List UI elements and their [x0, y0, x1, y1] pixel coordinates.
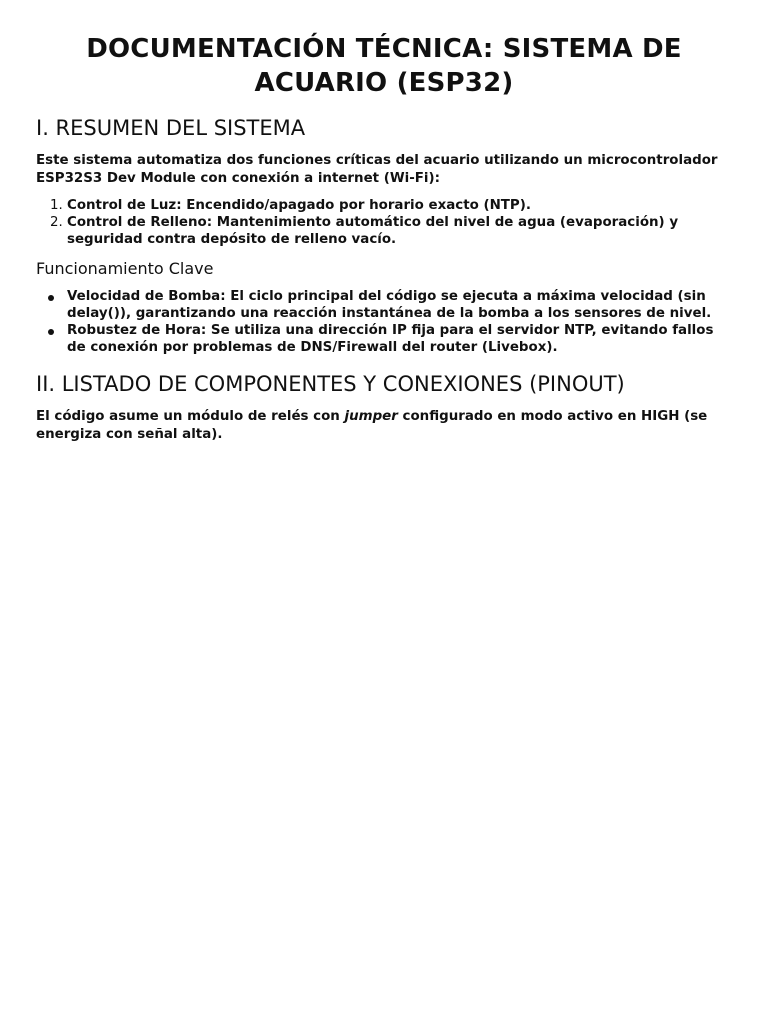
- section-intro-paragraph: Este sistema automatiza dos funciones críticas del acuario utilizando un microcontrolador ESP32S3 Dev Module con conexión a internet (Wi-Fi):: [36, 153, 718, 186]
- paragraph-text-start: El código asume un módulo de relés con: [36, 409, 345, 424]
- section-paragraph-reles: [36, 408, 732, 444]
- list-item: 1. Control de Luz: Encendido/apagado por horario exacto (NTP).: [67, 197, 732, 214]
- document-title: DOCUMENTACIÓN TÉCNICA: SISTEMA DE ACUARIO (ESP32): [86, 34, 682, 98]
- paragraph-emphasis: jumper: [344, 409, 398, 424]
- list-item: 2. Control de Relleno: Mantenimiento automático del nivel de agua (evaporación) y seguridad contra depósito de relleno vacío.: [67, 214, 732, 248]
- list-item: [67, 322, 732, 356]
- section-heading-resumen: I. RESUMEN DEL SISTEMA: [36, 116, 306, 140]
- functions-list: [36, 197, 732, 248]
- bullet-icon: [48, 295, 54, 301]
- list-item-text: Velocidad de Bomba: El ciclo principal del código se ejecuta a máxima velocidad (sin delay()), garantizando una reacción instantánea de la bomba a los sensores de nivel.: [67, 289, 712, 321]
- list-item: [67, 288, 732, 322]
- bullet-icon: [48, 329, 54, 335]
- paragraph-text-end: configurado en modo activo en HIGH (se energiza con señal alta).: [36, 409, 708, 442]
- subheading-funcionamiento-clave: Funcionamiento Clave: [36, 259, 214, 278]
- section-heading-componentes: II. LISTADO DE COMPONENTES Y CONEXIONES (PINOUT): [36, 372, 625, 396]
- key-points-list: [36, 288, 732, 356]
- list-item-text: Robustez de Hora: Se utiliza una dirección IP fija para el servidor NTP, evitando fallos de conexión por problemas de DNS/Firewall del router (Livebox).: [67, 323, 714, 355]
